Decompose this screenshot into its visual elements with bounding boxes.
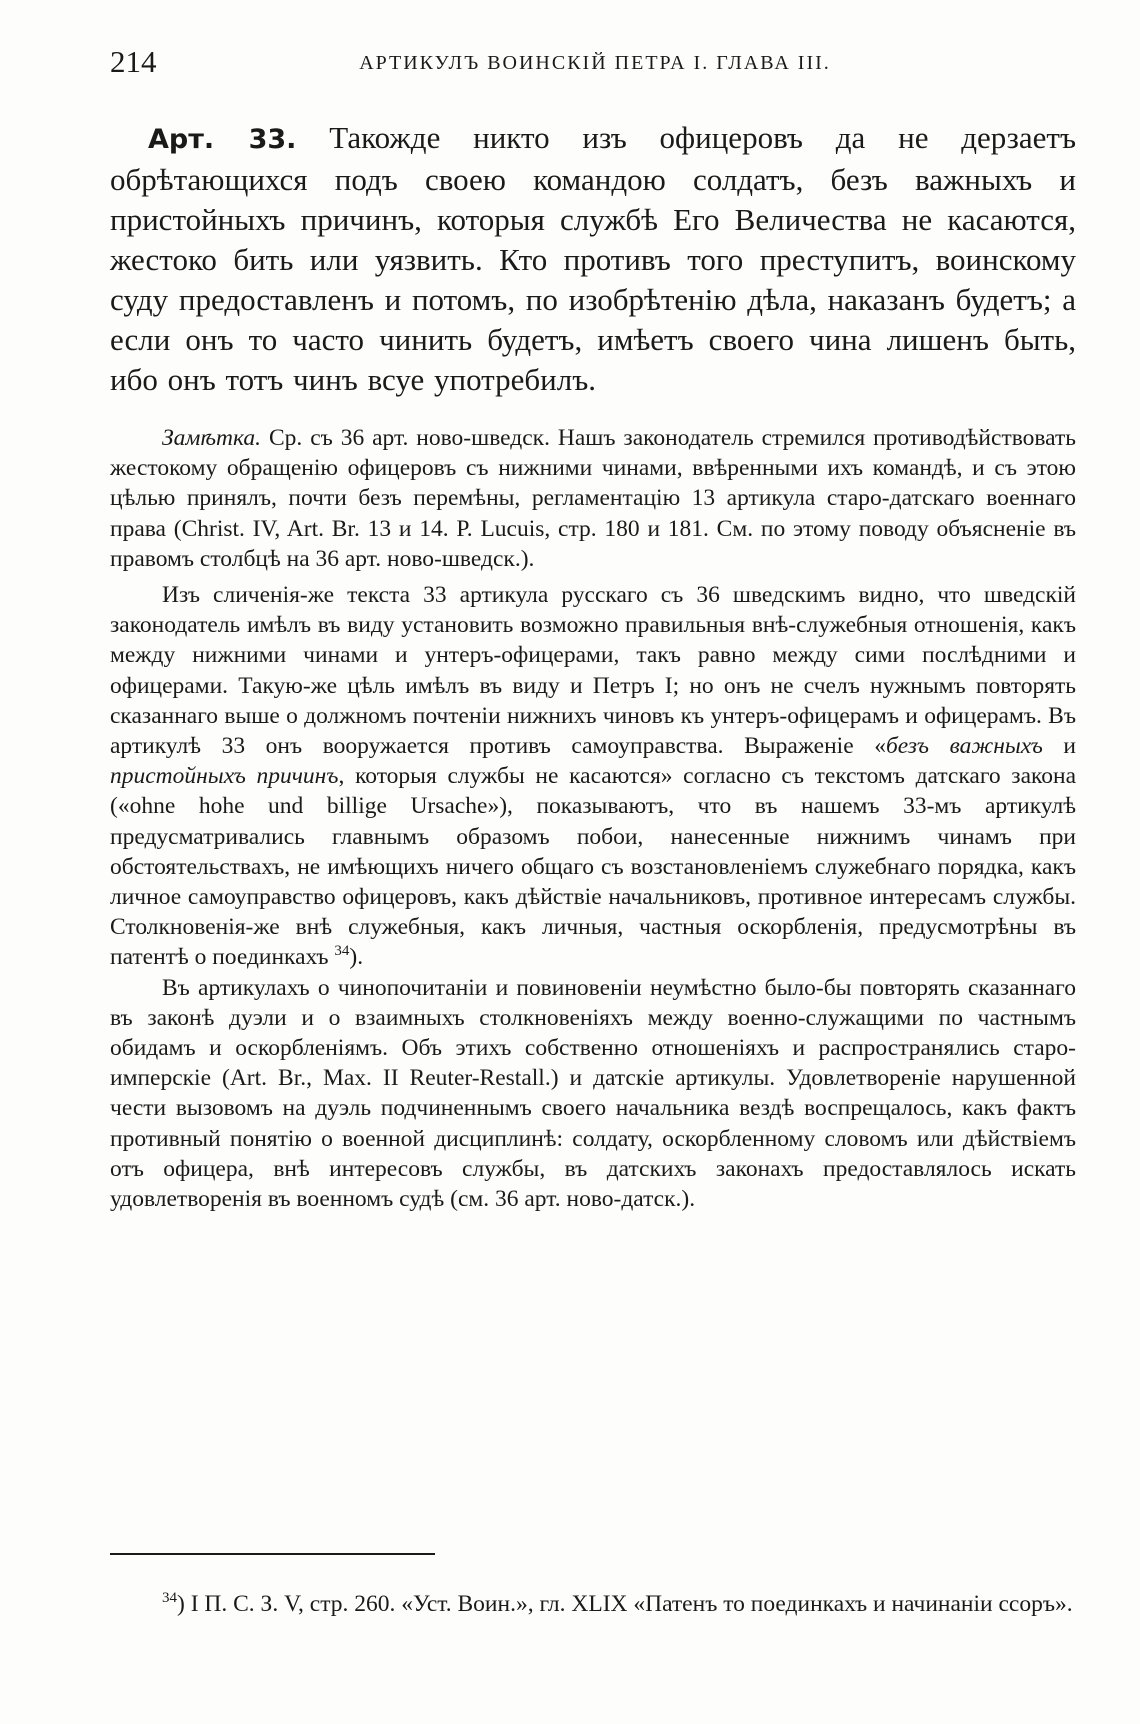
paragraph2-part4: ).: [349, 944, 364, 971]
page-number: 214: [110, 44, 157, 79]
note-text: Ср. съ 36 арт. ново-шведск. Нашъ законодатель стремился противодѣйствовать жестокому обращенію офицеровъ съ нижними чинами, ввѣренными ихъ командѣ, и съ этою цѣлью принялъ, почти безъ перемѣны, регламентацію 13 артикула старо-датскаго военнаго права (Christ. IV, Art. Br. 13 и 14. P. Lucuis, стр. 180 и 181. См. по этому поводу объясненіе въ правомъ столбцѣ на 36 арт. ново-шведск.).: [110, 425, 1076, 572]
footnote-text: ) I П. С. З. V, стр. 260. «Уст. Воин.», гл. XLIX «Патенъ то поединкахъ и начинаніи ссоръ».: [177, 1591, 1073, 1617]
paragraph2-part3: , которыя службы не касаются» согласно съ текстомъ датскаго закона («ohne hohe und billige Ursache»), показываютъ, что въ нашемъ 33-мъ артикулѣ предусматривались главнымъ образомъ побои, нанесенные нижнимъ чинамъ при обстоятельствахъ, не имѣющихъ ничего общаго съ возстановленіемъ служебнаго порядка, какъ личное самоуправство офицеровъ, какъ дѣйствіе начальниковъ, противное интересамъ службы. Столкновенія-же внѣ служебныя, какъ личныя, частныя оскорбленія, предусмотрѣны въ патентѣ о поединкахъ: [110, 763, 1076, 971]
paragraph2-part2: и: [1042, 733, 1077, 760]
footnote-mark: 34: [162, 1590, 177, 1607]
article-label: Арт. 33.: [148, 124, 297, 155]
paragraph2-emphasis-2: пристойныхъ причинъ: [110, 763, 339, 790]
note-paragraph: [110, 423, 1076, 574]
commentary-paragraph-3: Въ артикулахъ о чинопочитаніи и повиновеніи неумѣстно было-бы повторять сказаннаго въ законѣ дуэли и о взаимныхъ столкновеніяхъ между военно-служащими по частнымъ обидамъ и оскорбленіямъ. Объ этихъ собственно отношеніяхъ и распространялись старо-имперскіе (Art. Br., Max. II Reuter-Restall.) и датскіе артикулы. Удовлетвореніе нарушенной чести вызовомъ на дуэль подчиненнымъ своего начальника вездѣ воспрещалось, какъ фактъ противный понятію о военной дисциплинѣ: солдату, оскорбленному словомъ или дѣйствіемъ отъ офицера, внѣ интересовъ службы, въ датскихъ законахъ предоставлялось искать удовлетворенія въ военномъ судѣ (см. 36 арт. ново-датск.).: [110, 974, 1076, 1213]
paragraph2-part1: Изъ сличенія-же текста 33 артикула русскаго съ 36 шведскимъ видно, что шведскій законодатель имѣлъ въ виду установить возможно правильныя внѣ-служебныя отношенія, какъ между нижними чинами и унтеръ-офицерами, такъ равно между сими послѣдними и офицерами. Такую-же цѣль имѣлъ въ виду и Петръ I; но онъ не счелъ нужнымъ повторять сказаннаго выше о должномъ почтеніи нижнихъ чиновъ къ унтеръ-офицерамъ и офицерамъ. Въ артикулѣ 33 онъ вооружается противъ самоуправства. Выраженіе «: [110, 582, 1076, 760]
paragraph2-emphasis: безъ важныхъ: [885, 733, 1043, 760]
note-label: Замѣтка.: [162, 425, 262, 451]
commentary-paragraph-2: [110, 580, 1076, 973]
article-text: Такожде никто изъ офицеровъ да не дерзаетъ обрѣтающихся подъ своею командою солдатъ, безъ важныхъ и пристойныхъ причинъ, которыя службѣ Его Величества не касаются, жестоко бить или уязвить. Кто противъ того преступитъ, воинскому суду предоставленъ и потомъ, по изобрѣтенію дѣла, наказанъ будетъ; а если онъ то часто чинить будетъ, имѣетъ своего чина лишенъ быть, ибо онъ тотъ чинъ всуе употребилъ.: [110, 120, 1077, 397]
article-33: [110, 118, 1076, 400]
running-head: АРТИКУЛЪ ВОИНСКІЙ ПЕТРА I. ГЛАВА III.: [359, 52, 831, 74]
footnote: [110, 1589, 1076, 1619]
footnote-reference: 34: [334, 943, 350, 960]
commentary: [110, 423, 1076, 1214]
footnote-divider: [110, 1553, 435, 1555]
page-header: [110, 42, 1080, 82]
